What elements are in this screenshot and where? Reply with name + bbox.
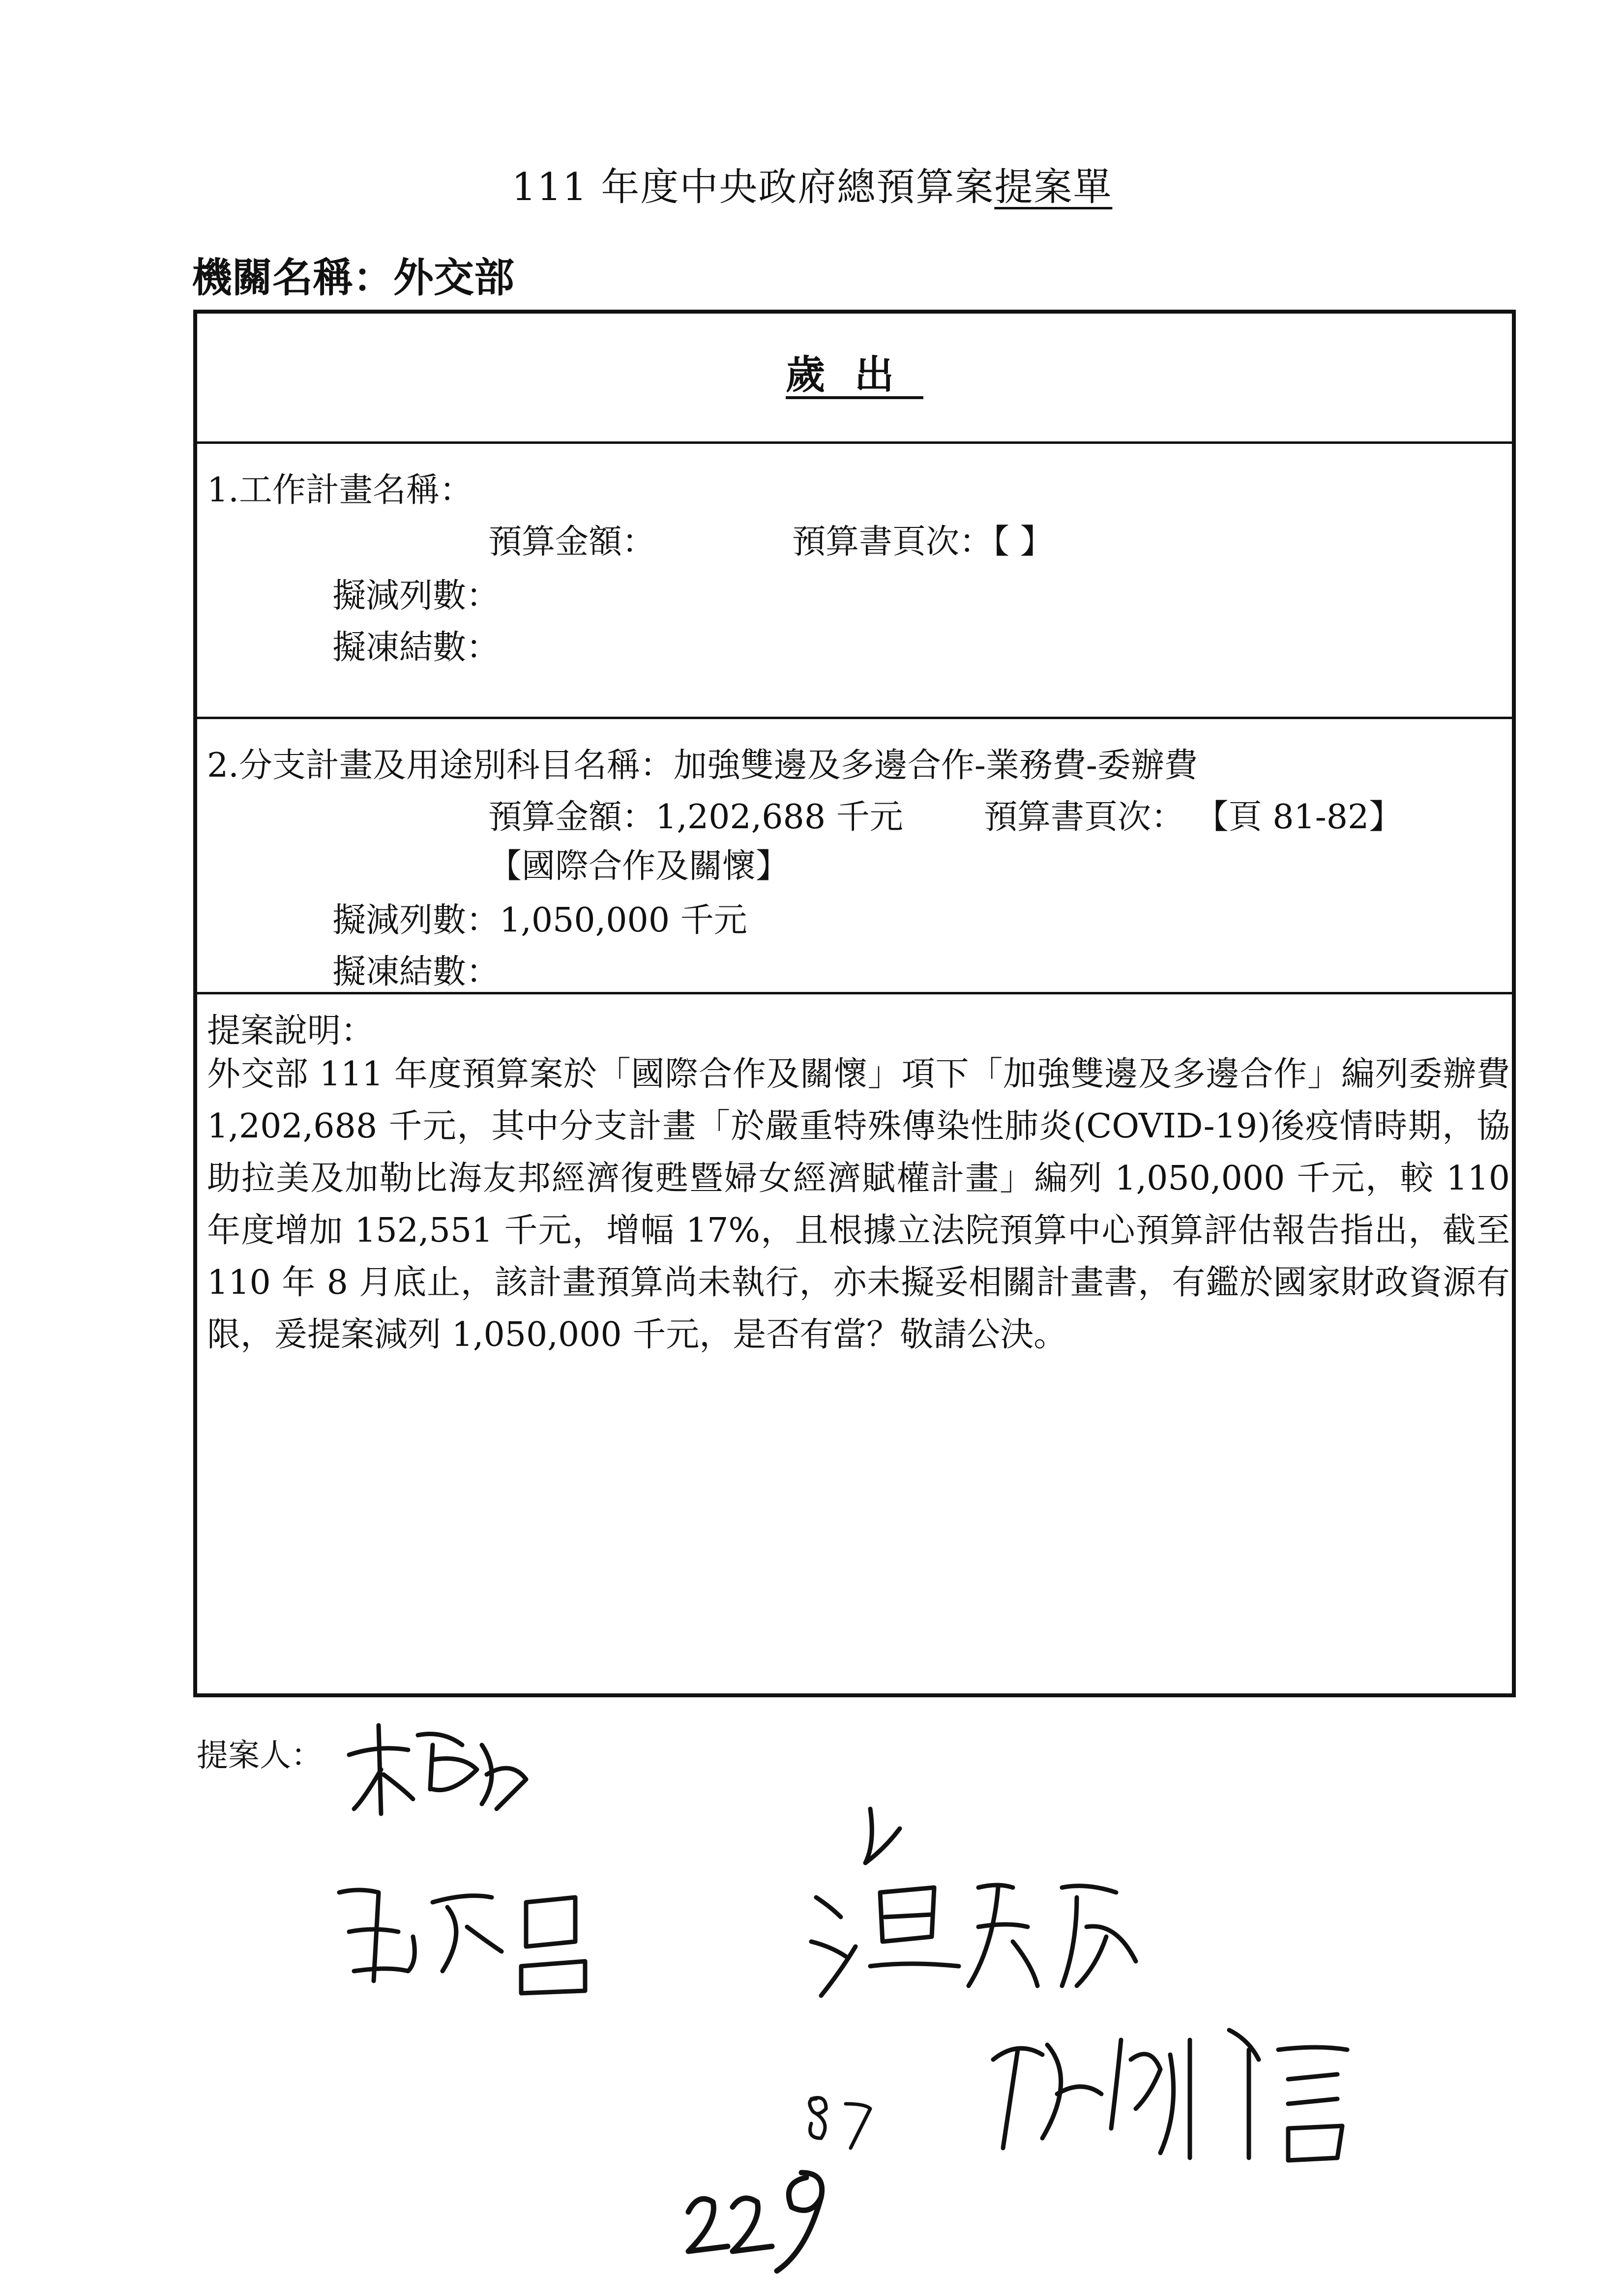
- item2-name: 2.分支計畫及用途別科目名稱：加強雙邊及多邊合作-業務費-委辦費: [207, 746, 1198, 785]
- explanation-label: 提案說明：: [207, 1012, 375, 1050]
- explanation-section: [197, 994, 1512, 1694]
- item1-name: 1.工作計畫名稱：: [207, 471, 473, 510]
- item2-section: [197, 719, 1512, 994]
- item1-freeze: 擬凍結數：: [332, 628, 500, 667]
- item2-budget: 預算金額：1,202,688 千元: [488, 798, 903, 837]
- item1-cut: 擬減列數：: [332, 577, 500, 615]
- signature-2: [320, 1873, 624, 2001]
- agency-name: 機關名稱：外交部: [192, 255, 515, 301]
- title-underlined: 提案單: [994, 165, 1113, 209]
- section-header: 歲出: [786, 352, 923, 398]
- section-header-row: [197, 314, 1512, 444]
- item1-page: 預算書頁次：【 】: [792, 523, 1054, 561]
- item2-category: 【國際合作及關懷】: [488, 847, 790, 886]
- item1-section: [197, 444, 1512, 719]
- proposer-label: 提案人：: [197, 1738, 323, 1774]
- document-title: [0, 156, 1624, 211]
- title-prefix: 111 年度中央政府總預算案: [511, 165, 995, 209]
- signature-4: [974, 2010, 1377, 2173]
- item2-cut: 擬減列數：1,050,000 千元: [332, 901, 747, 940]
- item1-budget: 預算金額：: [488, 523, 656, 561]
- proposal-table: [193, 310, 1516, 1697]
- explanation-text: 外交部 111 年度預算案於「國際合作及關懷」項下「加強雙邊及多邊合作」編列委辦費 1,202,688 千元，其中分支計畫「於嚴重特殊傳染性肺炎(COVID-19)後疫情時期，協助拉美及加勒比海友邦經濟復甦暨婦女經濟賦權計畫」編列 1,050,000 千元，較 110 年度增加 152,551 千元，增幅 17%，且根據立法院預算中心預算評估報告指出，截至 110 年 8 月底止，該計畫預算尚未執行，亦未擬妥相關計畫書，有鑑於國家財政資源有限，爰提案減列 1,050,000 千元，是否有當？敬請公決。: [207, 1055, 1510, 1354]
- handwritten-number-229: [679, 2153, 836, 2281]
- signature-1: [334, 1715, 541, 1829]
- item2-page: 預算書頁次： 【頁 81-82】: [984, 798, 1403, 837]
- signature-3: [801, 1799, 1155, 2005]
- handwritten-number-87: [797, 2089, 895, 2153]
- item2-freeze: 擬凍結數：: [332, 953, 500, 991]
